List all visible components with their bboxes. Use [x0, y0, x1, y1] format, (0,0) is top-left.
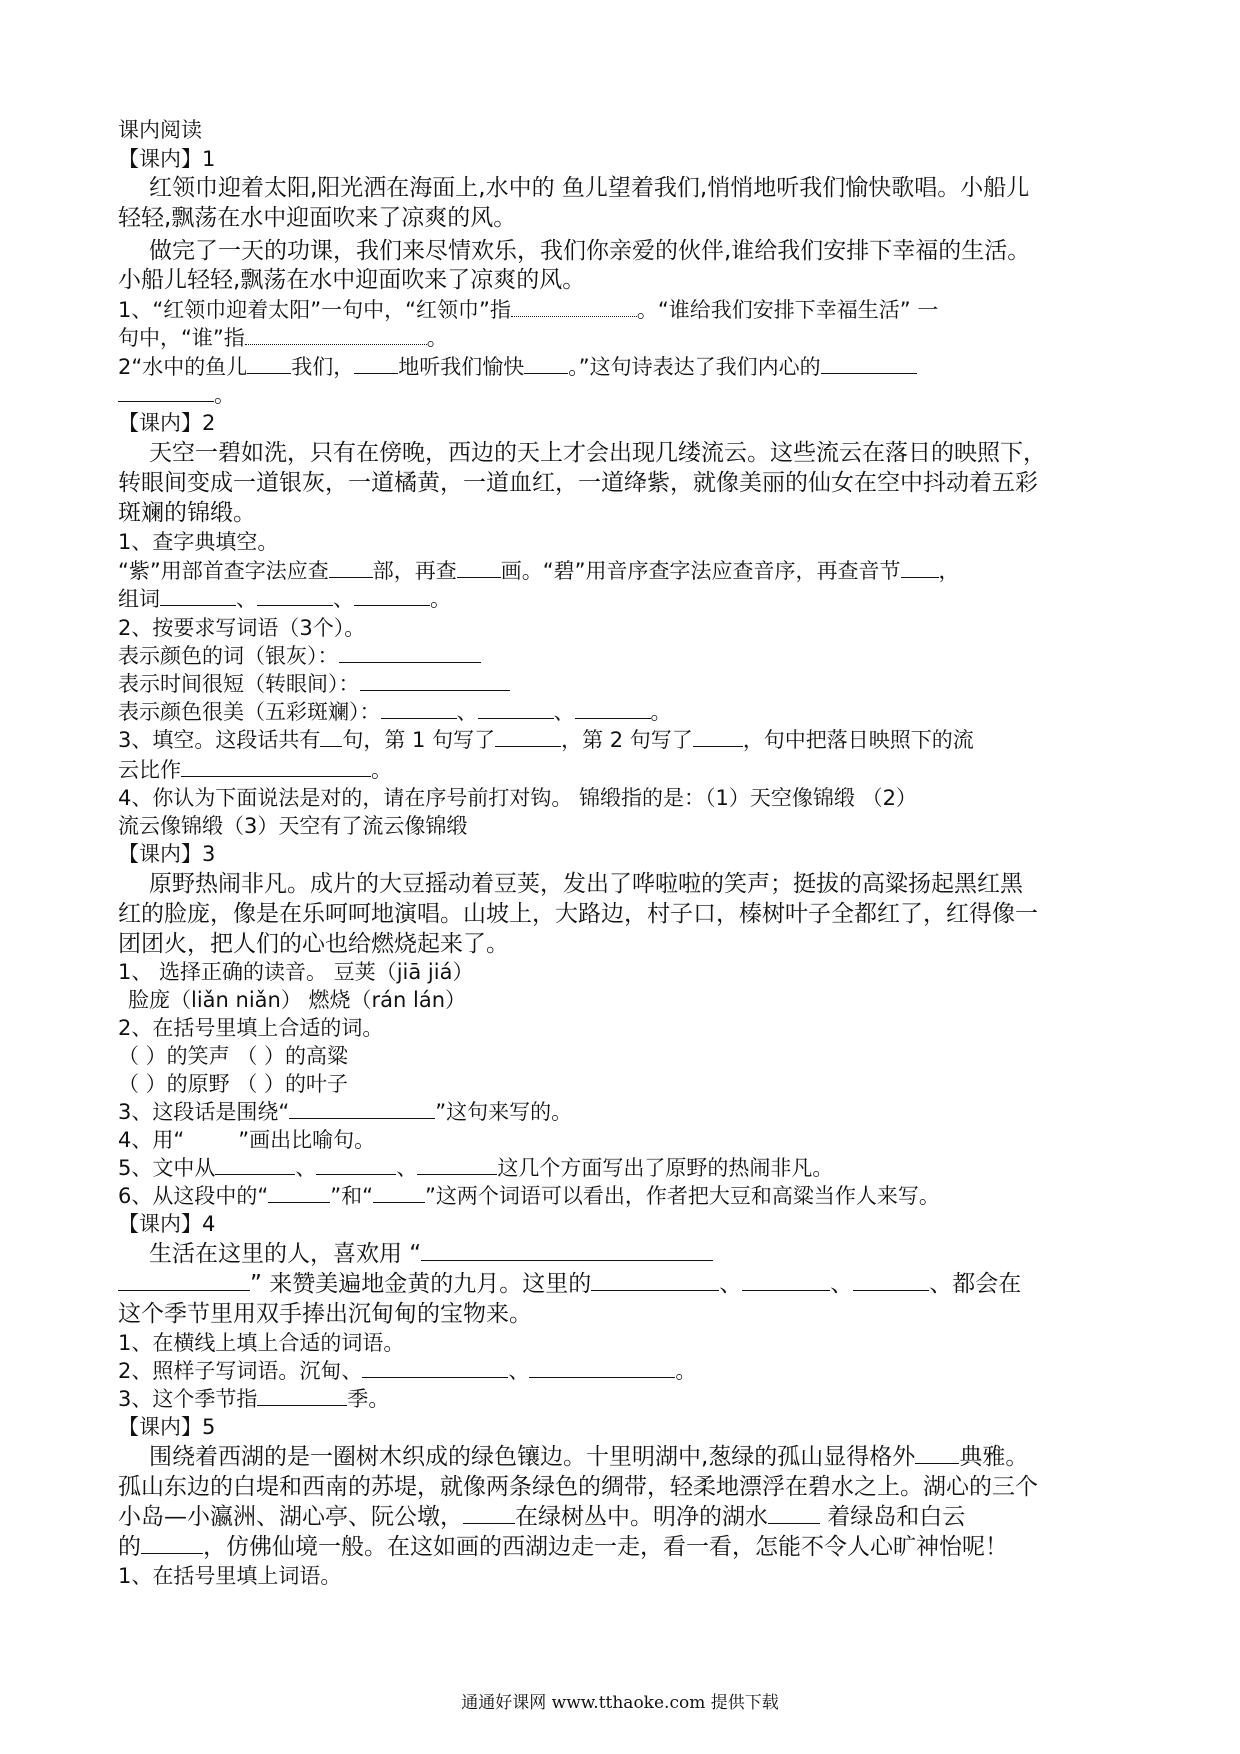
s4-question-1: 1、在横线上填上合适的词语。 [118, 1331, 405, 1355]
answer-blank[interactable] [354, 353, 398, 374]
question-text: ”这两个词语可以看出，作者把大豆和高粱当作人来写。 [425, 1184, 940, 1208]
question-text: 。“谁给我们安排下幸福生活” 一 [636, 298, 939, 322]
question-text: 。”这句诗表达了我们内心的 [568, 355, 821, 379]
question-text: 、 [508, 1359, 530, 1383]
question-text: 、 [333, 587, 354, 611]
question-text: 部，再查 [372, 559, 457, 583]
answer-blank[interactable] [316, 1154, 396, 1175]
s5-paragraph-line [118, 1502, 965, 1532]
s3-question-3 [118, 1098, 572, 1126]
question-text: 3、填空。这段话共有 [118, 728, 321, 752]
s2-question-3 [118, 726, 974, 754]
question-text: ，句中把落日映照下的流 [742, 728, 974, 752]
section-1-header: 【课内】1 [118, 147, 216, 171]
section-4-header: 【课内】4 [118, 1212, 216, 1236]
paragraph-text: 围绕着西湖的是一圈树木织成的绿色镶边。十里明湖中,葱绿的孤山显得格外 [149, 1444, 916, 1470]
answer-blank[interactable] [575, 698, 651, 719]
s4-paragraph-line [149, 1239, 713, 1269]
question-text: ”画出比喻句。 [238, 1128, 376, 1152]
paragraph-text: 着绿岛和白云 [820, 1504, 966, 1530]
question-text: 、 [553, 700, 575, 724]
answer-blank[interactable] [247, 353, 291, 374]
paragraph-text: 、都会在 [929, 1271, 1022, 1297]
s2-question-3-cont [118, 756, 392, 784]
answer-blank[interactable] [268, 1182, 330, 1203]
section-2-header: 【课内】2 [118, 411, 216, 435]
s3-paragraph-line: 原野热闹非凡。成片的大豆摇动着豆荚，发出了哗啦啦的笑声；挺拔的高粱扬起黑红黑 [149, 871, 1023, 897]
question-text: 。 [426, 326, 448, 350]
answer-blank[interactable] [821, 353, 917, 374]
answer-blank[interactable] [373, 1182, 425, 1203]
answer-blank[interactable] [901, 557, 939, 578]
question-text: 这几个方面写出了原野的热闹非凡。 [497, 1156, 834, 1180]
question-text: ”和“ [330, 1184, 374, 1208]
question-text: 、 [236, 587, 257, 611]
s1-question-2 [118, 353, 917, 381]
s2-question-2b [118, 670, 510, 698]
answer-blank[interactable] [478, 698, 554, 719]
question-text: 组词 [118, 587, 160, 611]
page-footer: 通通好课网 www.tthaoke.com 提供下载 [461, 1693, 779, 1713]
answer-blank[interactable] [768, 1503, 820, 1524]
s5-paragraph-line [149, 1442, 1028, 1472]
question-text: ，第 2 句写了 [561, 728, 693, 752]
s3-question-2a: （ ）的笑声 （ ）的高粱 [118, 1044, 349, 1068]
answer-blank[interactable] [257, 1385, 347, 1406]
s2-question-4: 4、你认为下面说法是对的，请在序号前打对钩。 锦缎指的是：（1）天空像锦缎 （2） [118, 786, 917, 810]
paragraph-text: ，仿佛仙境一般。在这如画的西湖边走一走，看一看，怎能不令人心旷神怡呢！ [203, 1534, 1008, 1560]
s2-question-1: 1、查字典填空。 [118, 530, 279, 554]
question-text: 。 [430, 587, 451, 611]
wavy-underline-icon [184, 1127, 238, 1147]
question-text: 2、照样子写词语。沉甸、 [118, 1359, 363, 1383]
paragraph-text: 在绿树丛中。明净的湖水 [515, 1504, 768, 1530]
s2-paragraph-line: 斑斓的锦缎。 [118, 500, 256, 526]
question-text: 表示时间很短（转眼间）： [118, 672, 360, 696]
question-text: 、 [396, 1156, 418, 1180]
question-text: 句，第 1 句写了 [342, 728, 496, 752]
answer-blank[interactable] [360, 670, 510, 691]
question-text: 、 [295, 1156, 317, 1180]
answer-blank[interactable] [354, 585, 430, 606]
answer-blank[interactable] [591, 1270, 719, 1291]
s1-paragraph-line: 小船儿轻轻,飘荡在水中迎面吹来了凉爽的风。 [118, 267, 586, 293]
paragraph-text: ” 来赞美遍地金黄的九月。这里的 [250, 1271, 592, 1297]
question-text: 。 [371, 758, 392, 782]
answer-blank[interactable] [742, 1270, 830, 1291]
paragraph-text: 的 [118, 1534, 141, 1560]
answer-blank[interactable] [181, 756, 371, 777]
question-text: 5、文中从 [118, 1156, 216, 1180]
s3-paragraph-line: 团团火，把人们的心也给燃烧起来了。 [118, 931, 509, 957]
question-text: 6、从这段中的“ [118, 1184, 269, 1208]
question-text: 。 [650, 700, 672, 724]
question-text: 3、这段话是围绕“ [118, 1100, 290, 1124]
answer-blank[interactable] [463, 1503, 515, 1524]
s1-paragraph-line: 做完了一天的功课，我们来尽情欢乐，我们你亲爱的伙伴,谁给我们安排下幸福的生活。 [149, 238, 1031, 264]
paragraph-text: 生活在这里的人，喜欢用 “ [149, 1241, 422, 1267]
s1-paragraph-line: 轻轻,飘荡在水中迎面吹来了凉爽的风。 [118, 205, 517, 231]
s3-question-1: 1、 选择正确的读音。 豆荚（jiā jiá） [118, 960, 474, 984]
section-3-header: 【课内】3 [118, 842, 216, 866]
s2-question-1a [118, 557, 960, 585]
s2-question-4-cont: 流云像锦缎（3）天空有了流云像锦缎 [118, 814, 468, 838]
s5-question-1: 1、在括号里填上词语。 [118, 1564, 342, 1588]
s4-paragraph-line [118, 1269, 1021, 1299]
question-text: 3、这个季节指 [118, 1387, 258, 1411]
s3-question-1-cont: 脸庞（liǎn niǎn） 燃烧（rán lán） [128, 988, 467, 1012]
s3-paragraph-line: 红的脸庞，像是在乐呵呵地演唱。山坡上，大路边，村子口，榛树叶子全都红了，红得像一 [118, 901, 1038, 927]
section-5-header: 【课内】5 [118, 1415, 216, 1439]
paragraph-text: 小岛—小瀛洲、湖心亭、阮公墩， [118, 1504, 463, 1530]
paragraph-text: 、 [830, 1271, 854, 1297]
s3-question-2b: （ ）的原野 （ ）的叶子 [118, 1072, 349, 1096]
answer-blank[interactable] [915, 1443, 959, 1464]
question-text: 1、“红领巾迎着太阳”一句中，“红领巾”指 [118, 298, 511, 322]
answer-blank[interactable] [215, 1154, 295, 1175]
answer-blank[interactable] [141, 1533, 203, 1554]
question-text: “紫”用部首查字法应查 [118, 559, 329, 583]
answer-blank[interactable] [421, 1240, 713, 1261]
answer-blank[interactable] [245, 324, 427, 345]
s4-question-3 [118, 1385, 389, 1413]
question-text: 我们， [291, 355, 355, 379]
answer-blank[interactable] [693, 726, 743, 747]
s2-question-2a [118, 642, 481, 670]
question-text: 季。 [347, 1387, 390, 1411]
s3-question-6 [118, 1182, 940, 1210]
page-title: 课内阅读 [118, 118, 202, 142]
s5-paragraph-line: 孤山东边的白堤和西南的苏堤，就像两条绿色的绸带，轻柔地漂浮在碧水之上。湖心的三个 [118, 1474, 1038, 1500]
answer-blank[interactable] [118, 381, 214, 402]
answer-blank[interactable] [289, 1098, 435, 1119]
answer-blank[interactable] [417, 1154, 497, 1175]
answer-blank[interactable] [339, 642, 481, 663]
question-text: 。 [675, 1359, 697, 1383]
question-text: 句中，“谁”指 [118, 326, 245, 350]
s1-question-1 [118, 296, 938, 324]
s4-paragraph-line: 这个季节里用双手捧出沉甸甸的宝物来。 [118, 1301, 532, 1327]
s2-question-1b [118, 585, 451, 613]
answer-blank[interactable] [529, 1357, 675, 1378]
answer-blank[interactable] [457, 557, 501, 578]
answer-blank[interactable] [257, 585, 333, 606]
answer-blank[interactable] [320, 726, 342, 747]
s2-paragraph-line: 天空一碧如洗，只有在傍晚，西边的天上才会出现几缕流云。这些流云在落日的映照下， [149, 440, 1046, 466]
question-text: 画。“碧”用音序查字法应查音序，再查音节 [500, 559, 901, 583]
s2-question-2c [118, 698, 672, 726]
question-text: 4、用“ [118, 1128, 185, 1152]
question-text: 云比作 [118, 758, 181, 782]
question-text: 地听我们愉快 [398, 355, 525, 379]
s3-question-5 [118, 1154, 833, 1182]
paragraph-text: 典雅。 [959, 1444, 1029, 1470]
question-text: 表示颜色的词（银灰）： [118, 644, 339, 668]
question-text: ”这句来写的。 [435, 1100, 573, 1124]
answer-blank[interactable] [160, 585, 236, 606]
s2-paragraph-line: 转眼间变成一道银灰，一道橘黄，一道血红，一道绛紫，就像美丽的仙女在空中抖动着五彩 [118, 470, 1038, 496]
s3-question-4 [118, 1126, 375, 1154]
s3-question-2: 2、在括号里填上合适的词。 [118, 1016, 384, 1040]
question-text: 。 [214, 383, 235, 407]
answer-blank[interactable] [381, 698, 457, 719]
s5-paragraph-line [118, 1532, 1008, 1562]
answer-blank[interactable] [853, 1270, 929, 1291]
s1-paragraph-line: 红领巾迎着太阳,阳光洒在海面上,水中的 鱼儿望着我们,悄悄地听我们愉快歌唱。小船儿 [149, 175, 1030, 201]
answer-blank[interactable] [118, 1270, 250, 1291]
question-text: 2“水中的鱼儿 [118, 355, 248, 379]
s1-question-2-cont [118, 381, 235, 409]
answer-blank[interactable] [495, 726, 561, 747]
question-text: 、 [456, 700, 478, 724]
answer-blank[interactable] [511, 296, 637, 317]
s2-question-2: 2、按要求写词语（3个）。 [118, 616, 366, 640]
answer-blank[interactable] [524, 353, 568, 374]
s4-question-2 [118, 1357, 696, 1385]
question-text: ， [938, 559, 960, 583]
answer-blank[interactable] [329, 557, 373, 578]
question-text: 表示颜色很美（五彩斑斓）： [118, 700, 381, 724]
s1-question-1-cont [118, 324, 448, 352]
paragraph-text: 、 [719, 1271, 743, 1297]
answer-blank[interactable] [362, 1357, 508, 1378]
